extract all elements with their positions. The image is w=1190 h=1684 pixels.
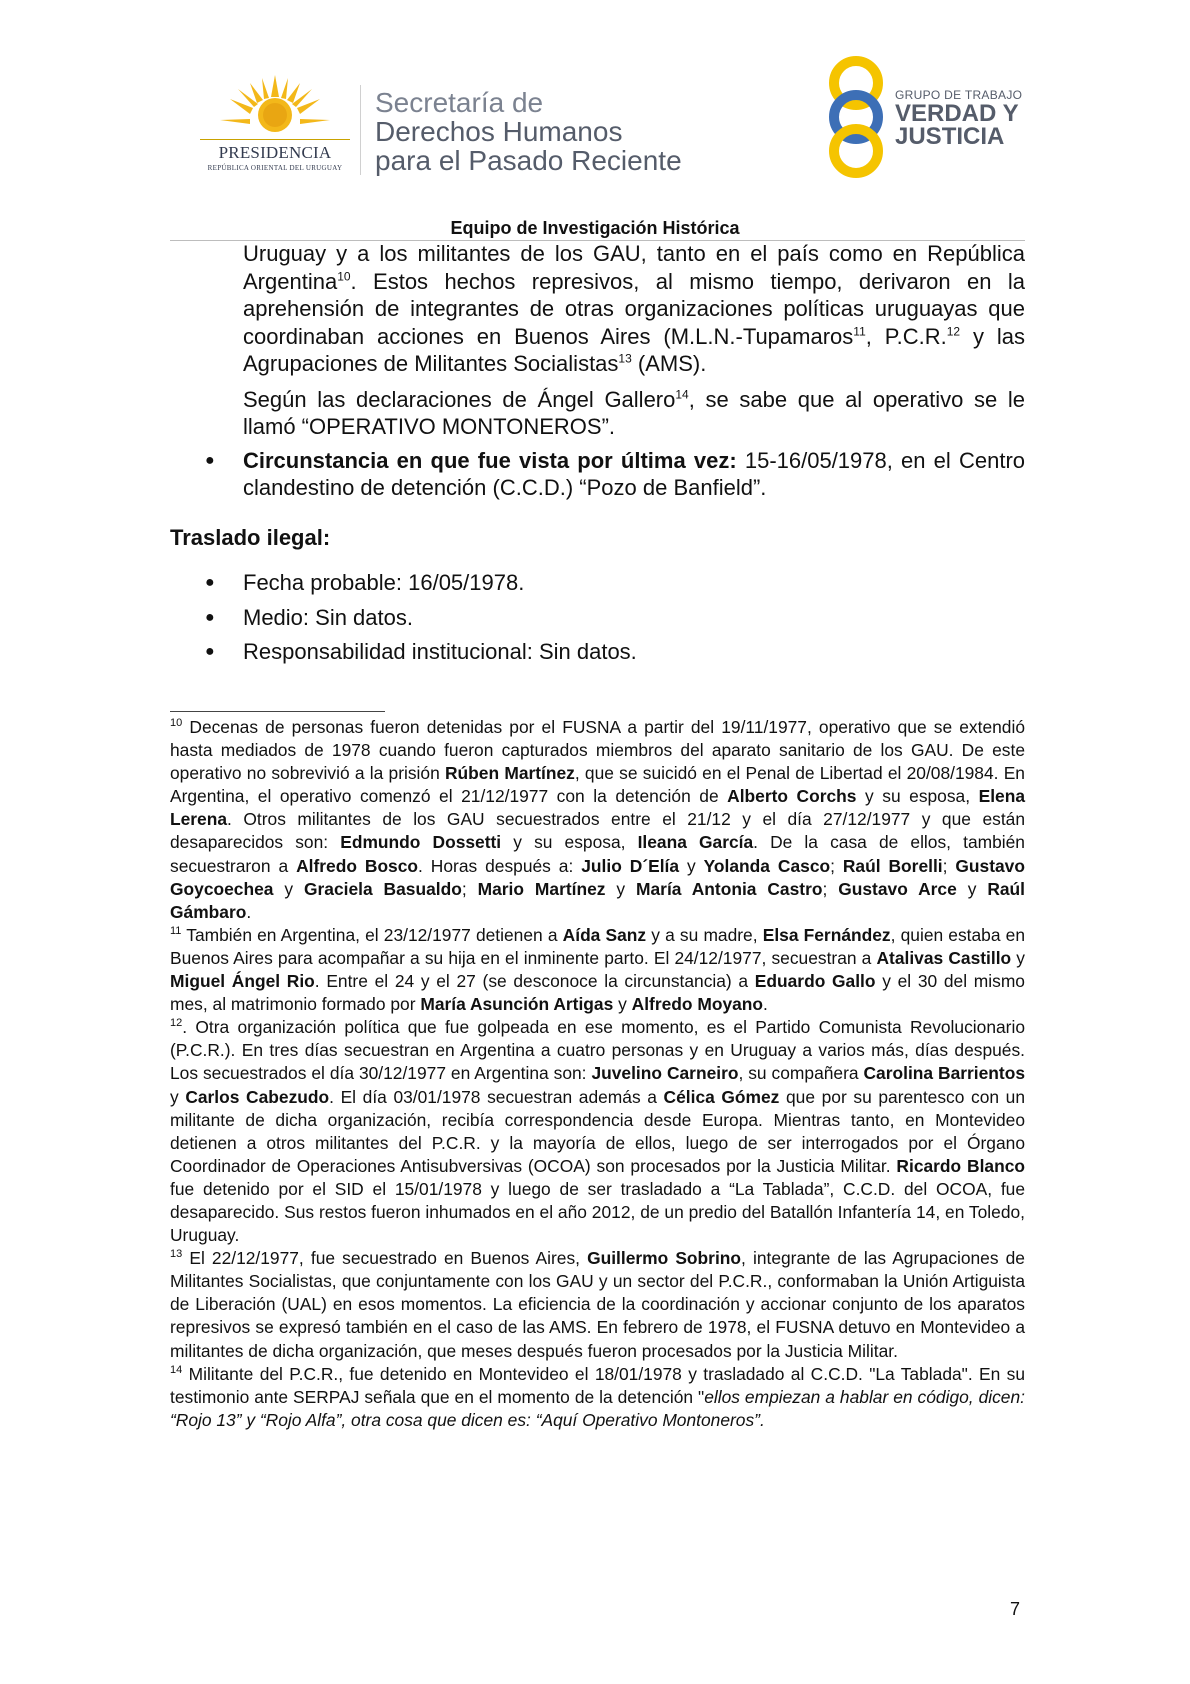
person-name: Ileana García (637, 832, 754, 853)
footnote-separator (170, 711, 385, 712)
text-span: También en Argentina, el 23/12/1977 detienen a (181, 924, 563, 945)
person-name: Graciela Basualdo (303, 878, 462, 899)
footnote-12 (170, 1016, 1025, 1247)
list-item: ● Medio: Sin datos. (243, 604, 1025, 632)
person-name: Miguel Ángel Rio (170, 971, 315, 992)
page-header (0, 0, 1190, 220)
footnote-number: 14 (170, 1363, 183, 1376)
text-span: , integrante de las Agrupaciones de Militantes Socialistas, que conjuntamente con los GAU y un sector del P.C.R., conformaban la Unión Artiguista de Liberación (UAL) en esos momentos. La eficiencia de la coordinación y accionar conjunto de los aparatos represivos se expresó también en el caso de las AMS. En febrero de 1978, el FUSNA detuvo en Montevideo a militantes de dicha organización, que meses después fueron procesados por la Justicia Militar. (170, 1248, 1025, 1361)
text-span: Militante del P.C.R., fue detenido en Montevideo el 18/01/1978 y trasladado al C.C.D. "La Tablada". En su testimonio ante SERPAJ señala que en el momento de la detención " (170, 1363, 1025, 1407)
text-span: ; (822, 878, 839, 899)
text-span: ; (830, 855, 843, 876)
footnote-number: 11 (170, 925, 182, 938)
text-span: fue detenido por el SID el 15/01/1978 y luego de ser trasladado a “La Tablada”, C.C.D. del OCOA, fue desaparecido. Sus restos fueron inhumados en el año 2012, de un predio del Batallón Infantería 14, en Toledo, Uruguay. (170, 1178, 1025, 1246)
person-name: Gustavo Arce (838, 878, 957, 899)
footnote-ref: 12 (946, 324, 961, 339)
list-item-last-seen (243, 447, 1025, 502)
footnote-14 (170, 1363, 1025, 1432)
text-span: ; (461, 878, 478, 899)
person-name: Raúl Borelli (842, 855, 943, 876)
text-span: y (613, 994, 632, 1015)
footnote-11 (170, 924, 1025, 1016)
text-span: Decenas de personas fueron detenidas por el FUSNA a partir del 19/11/1977, operativo que se extendió hasta mediados de 1978 cuando fueron capturados miembros del aparato sanitario de los GAU. De este operativo no sobrevivió a la prisión (170, 717, 1025, 784)
text-span: y su esposa, (501, 832, 638, 853)
presidencia-label: PRESIDENCIA (218, 143, 332, 162)
section-heading-traslado: Traslado ilegal: (170, 524, 331, 550)
text-span: Uruguay y a los militantes de los GAU, tanto en el país como en República Argentina (243, 241, 1025, 294)
footnote-number: 13 (170, 1248, 183, 1261)
person-name: Elsa Fernández (762, 924, 891, 945)
text-span: . Entre el 24 y el 27 (se desconoce la circunstancia) a (314, 971, 755, 992)
last-seen-text: 15-16/05/1978, en el Centro clandestino de detención (C.C.D.) “Pozo de Banfield”. (243, 447, 1026, 500)
text-span: , quien estaba en Buenos Aires para acompañar a su hija en el inminente parto. El 24/12/1977, secuestran a (170, 924, 1026, 968)
list-item: ● Fecha probable: 16/05/1978. (243, 569, 1025, 597)
list-item: ● Responsabilidad institucional: Sin datos. (243, 638, 1025, 666)
person-name: Raúl Gámbaro (170, 878, 1025, 922)
text-span: y las Agrupaciones de Militantes Socialistas (243, 323, 1025, 376)
person-name: Yolanda Casco (703, 855, 831, 876)
footnotes (170, 716, 1025, 1432)
person-name: Mario Martínez (477, 878, 606, 899)
person-name: Alberto Corchs (727, 786, 857, 807)
footnote-number: 12 (170, 1017, 183, 1030)
text-span: . Estos hechos represivos, al mismo tiempo, derivaron en la aprehensión de integrantes de otras organizaciones políticas uruguayas que coordinaban acciones en Buenos Aires (M.L.N.-Tupamaros (243, 268, 1025, 349)
verdad-justicia-logo (820, 55, 1030, 180)
paragraph-repression (243, 240, 1025, 378)
text-span: y (170, 1086, 186, 1107)
person-name: Julio D´Elía (581, 855, 680, 876)
person-name: Rúben Martínez (445, 763, 575, 784)
page-number: 7 (1010, 1599, 1021, 1619)
text-span: El 22/12/1977, fue secuestrado en Buenos Aires, (182, 1248, 588, 1269)
rings-icon (820, 55, 892, 180)
secretaria-line-1: Secretaría de (375, 87, 544, 118)
text-span: . El día 03/01/1978 secuestran además a (329, 1086, 664, 1107)
main-body (170, 240, 1025, 673)
text-span: . (246, 901, 252, 922)
text-span: . Otros militantes de los GAU secuestrados entre el 21/12 y el día 27/12/1977 y que están desaparecidos son: (170, 809, 1025, 853)
secretaria-title (375, 88, 682, 175)
testimony-quote: ellos empiezan a hablar en código, dicen: “Rojo 13” y “Rojo Alfa”, otra cosa que dicen es: “Aquí Operativo Montoneros” (170, 1386, 1025, 1430)
gvj-title (895, 102, 1019, 148)
text-span: Según las declaraciones de Ángel Gallero (243, 386, 676, 412)
footnote-number: 10 (170, 717, 183, 730)
text-span: ; (942, 855, 956, 876)
text-span: . (759, 1409, 765, 1430)
secretaria-line-3: para el Pasado Reciente (375, 145, 682, 176)
gvj-title-line-1: VERDAD Y (895, 100, 1019, 127)
person-name: Alfredo Bosco (296, 855, 419, 876)
paragraph-operativo (243, 386, 1025, 441)
text-span: y (605, 878, 637, 899)
team-title: Equipo de Investigación Histórica (450, 218, 740, 238)
text-span: que por su parentesco con un militante de dicha organización, recibía correspondencia desde Europa. Mientras tanto, en Montevideo detienen a otros militantes del P.C.R. y la mayoría de ellos, luego de ser interrogados por el Órgano Coordinador de Operaciones Antisubversivas (OCOA) son procesados por la Justicia Militar. (170, 1086, 1026, 1176)
secretaria-line-2: Derechos Humanos (375, 116, 623, 147)
footnote-10 (170, 716, 1025, 924)
person-name: Célica Gómez (663, 1086, 780, 1107)
presidencia-rule (200, 139, 350, 140)
footnote-ref: 14 (675, 387, 689, 402)
gvj-subtitle: GRUPO DE TRABAJO (895, 88, 1023, 102)
person-name: Carlos Cabezudo (185, 1086, 330, 1107)
person-name: Guillermo Sobrino (587, 1248, 742, 1269)
footnote-13 (170, 1247, 1025, 1362)
last-seen-label: Circunstancia en que fue vista por última vez: (243, 447, 737, 473)
person-name: Eduardo Gallo (754, 971, 876, 992)
footnote-ref: 10 (337, 269, 351, 284)
header-divider (360, 85, 361, 175)
person-name: María Antonia Castro (636, 878, 823, 899)
footnote-ref: 13 (618, 351, 632, 366)
text-span: , P.C.R. (865, 323, 947, 349)
text-span: , que se suicidó en el Penal de Libertad el 20/08/1984. En Argentina, el operativo comenzó el 21/12/1977 con la detención de (170, 763, 1025, 807)
person-name: Alfredo Moyano (631, 994, 764, 1015)
text-span: y (1011, 947, 1025, 968)
text-span: (AMS). (631, 351, 707, 376)
text-span: . De la casa de ellos, también secuestraron a (170, 832, 1025, 876)
text-span: y a su madre, (646, 924, 763, 945)
person-name: Carolina Barrientos (863, 1063, 1025, 1084)
text-span: , se sabe que al operativo se le llamó “OPERATIVO MONTONEROS”. (243, 386, 1025, 439)
text-span: y el 30 del mismo mes, al matrimonio formado por (170, 971, 1025, 1015)
text-span: . Horas después a: (418, 855, 582, 876)
text-span: . Otra organización política que fue golpeada en ese momento, es el Partido Comunista Revolucionario (P.C.R.). En tres días secuestran en Argentina a cuatro personas y en Uruguay a varios más, días después. Los secuestrados el día 30/12/1977 en Argentina son: (170, 1017, 1025, 1084)
person-name: Aída Sanz (562, 924, 647, 945)
text-span: y (273, 878, 304, 899)
person-name: Edmundo Dossetti (340, 832, 502, 853)
sun-icon (190, 75, 360, 139)
person-name: Juvelino Carneiro (591, 1063, 739, 1084)
text-span: , su compañera (738, 1063, 864, 1084)
text-span: y (956, 878, 988, 899)
text-span: y su esposa, (856, 786, 979, 807)
presidencia-logo (190, 75, 360, 180)
presidencia-sublabel: REPÚBLICA ORIENTAL DEL URUGUAY (207, 164, 343, 172)
person-name: Ricardo Blanco (896, 1155, 1025, 1176)
footnote-ref: 11 (853, 324, 866, 339)
person-name: María Asunción Artigas (420, 994, 614, 1015)
person-name: Atalivas Castillo (876, 947, 1012, 968)
text-span: y (679, 855, 704, 876)
gvj-title-line-2: JUSTICIA (895, 123, 1005, 150)
person-name: Gustavo Goycoechea (170, 855, 1025, 899)
text-span: . (763, 994, 768, 1015)
person-name: Elena Lerena (170, 786, 1025, 830)
body-text-block (243, 240, 1025, 441)
